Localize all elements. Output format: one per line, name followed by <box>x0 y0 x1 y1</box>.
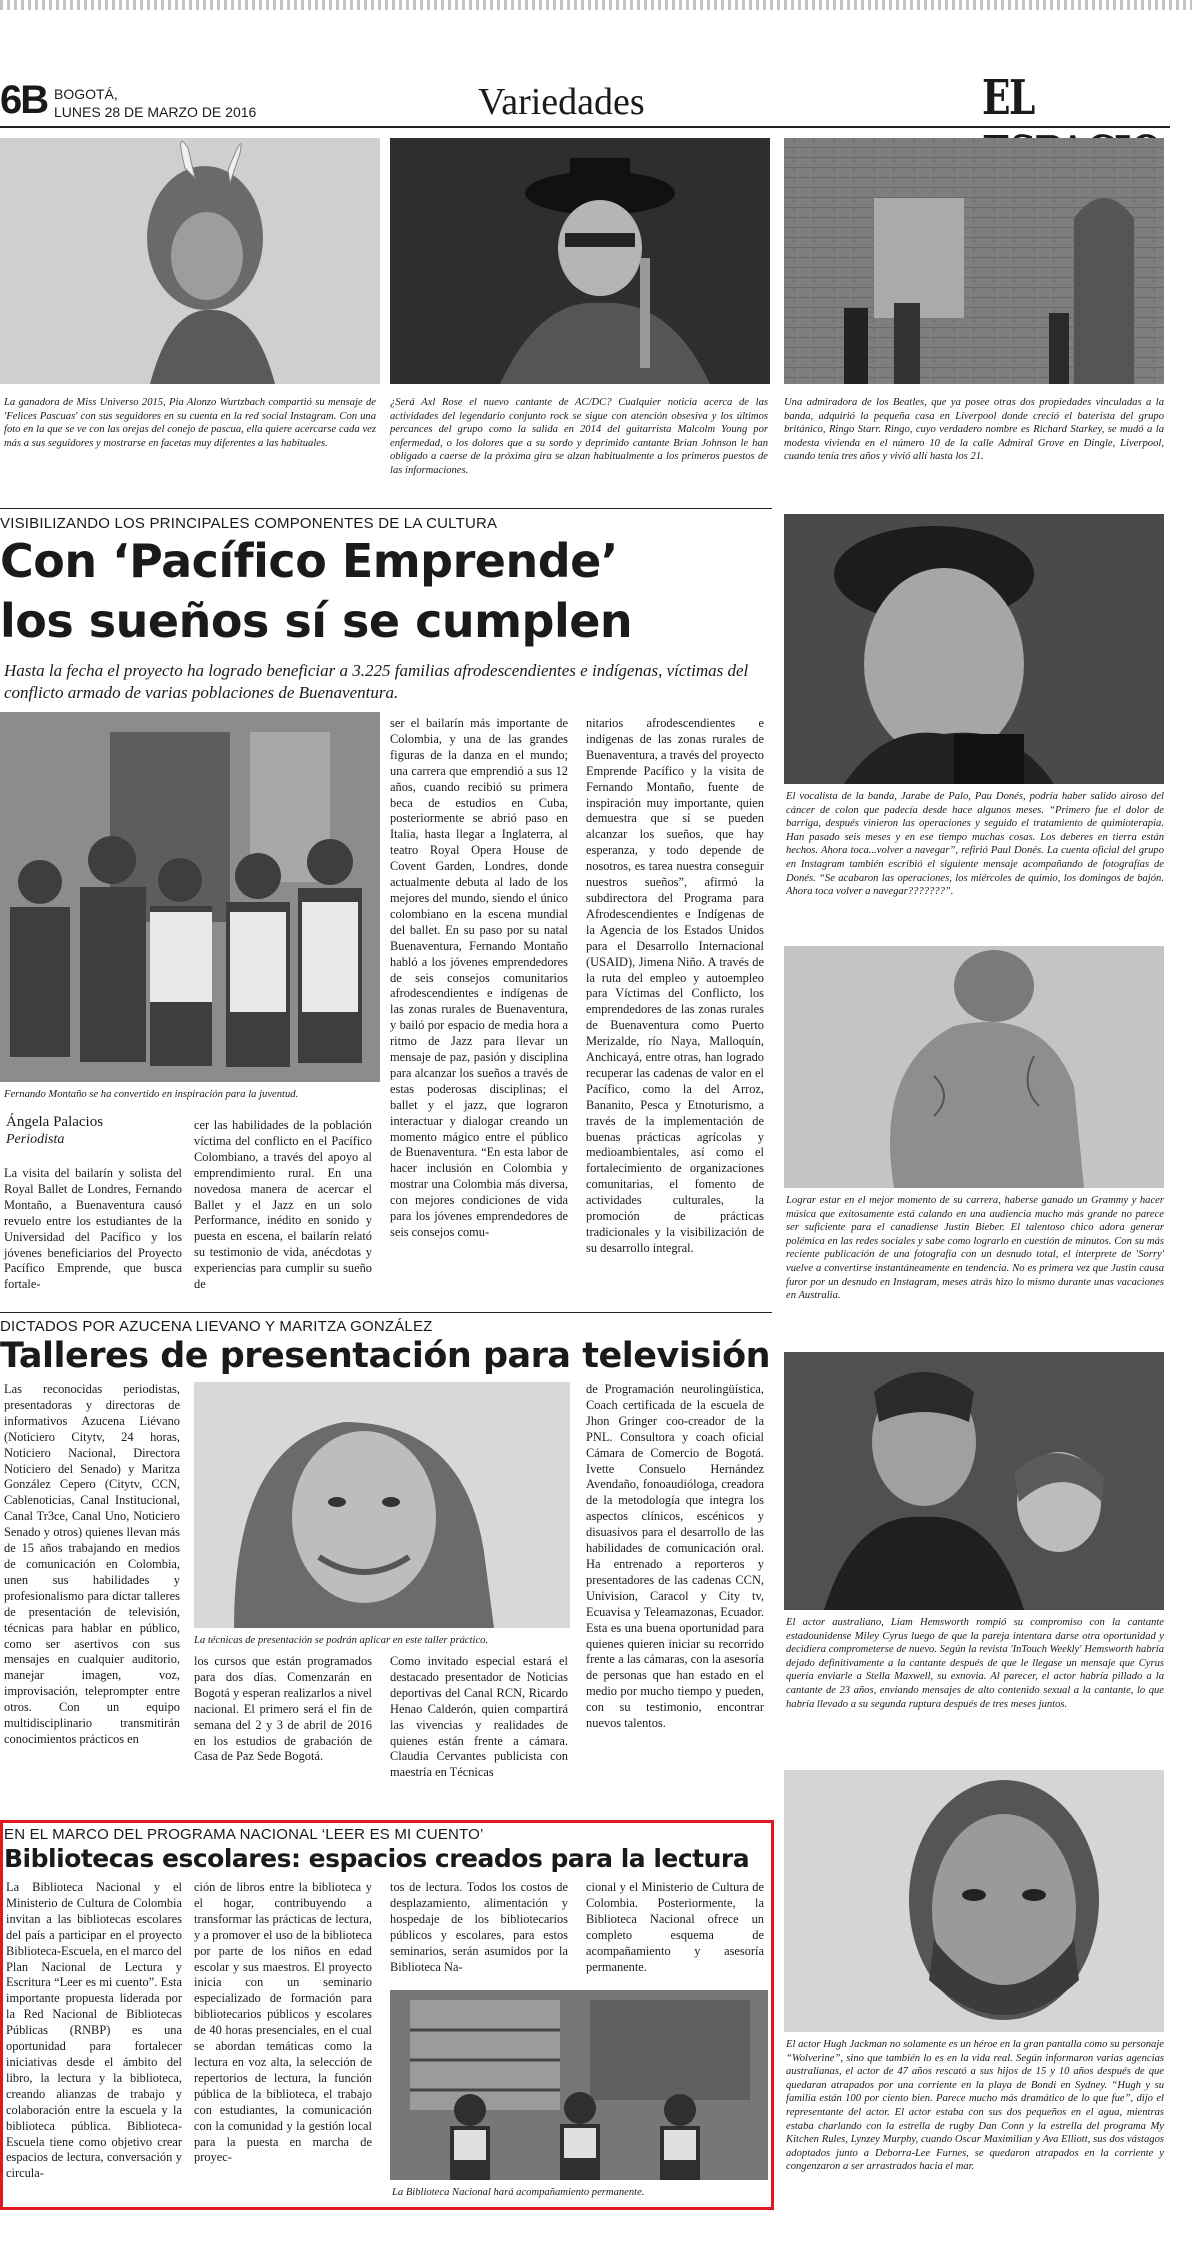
story3-col2: ción de libros entre la biblioteca y el hogar, contribuyendo a transformar las prácticas de lectura, y a promover el uso de la biblioteca por parte de los niños en edad escolar y sus maestros. El proyecto inicia con un seminario especializado de formación para bibliotecarios públicos y escolares de 40 horas presenciales, en el cual se abordan temáticas como la lectura en voz alta, la selección de repertorios de lectura, la función pública de la biblioteca, el trabajo con estudiantes, la comunicación con la comunidad y la gestión local para la puesta en marcha de proyec- <box>194 1880 372 2165</box>
justin-bieber-photo <box>784 946 1164 1188</box>
page-number: 6B <box>0 78 48 122</box>
story3-photo-caption: La Biblioteca Nacional hará acompañamiento permanente. <box>392 2187 645 2198</box>
library-photo <box>390 1990 768 2180</box>
story2-col1: Las reconocidas periodistas, presentadoras y directoras de informativos Azucena Liévano (Noticiero Citytv, 24 horas, Noticiero Nacional, Directora Noticiero del Senado) y Maritza González Cepero (Citytv, CCN, Cablenoticias, Canal Institucional, Canal Tr3ce, Canal Uno, Noticiero Senado y otros) quienes llevan más de 15 años trabajando en medios de comunicación en Colombia, unen sus habilidades y profesionalismo para dictar talleres de presentación de televisión, técnicas para hablar en público, como ser asertivos con sus mensajes en cualquier auditorio, manejar imagen, voz, improvisación, teleprompter entre otros. Con un equipo multidisciplinario transmitirán conocimientos prácticos en <box>4 1382 180 1746</box>
story2-headline: Talleres de presentación para televisión <box>0 1336 771 1376</box>
newspaper-logo: EL <box>982 70 1034 126</box>
pau-dones-photo <box>784 514 1164 784</box>
story1-byline-name: Ángela Palacios <box>6 1114 104 1130</box>
story2-col3: Como invitado especial estará el destacado presentador de Noticias deportivas del Canal RCN, Ricardo Henao Calderón, quien compartirá las vivencias y realidades de quienes están frente a cámara. Claudia Cervantes publicista con maestría en Técnicas <box>390 1654 568 1780</box>
miss-universe-caption: La ganadora de Miss Universo 2015, Pia Alonzo Wurtzbach compartió su mensaje de 'Felices Pascuas' con sus seguidores en su cuenta en la red social Instagram. Con una foto en la que se ve con las orejas del conejo de pascua, ella quiere acercarse cada vez más a sus seguidores y mostrarse en facetas muy diferentes a las habituales. <box>4 397 376 449</box>
story3-col4: cional y el Ministerio de Cultura de Colombia. Posteriormente, la Biblioteca Nacional ofrece un completo esquema de acompañamiento y asesoría permanente. <box>586 1880 764 1974</box>
masthead-city: BOGOTÁ, <box>54 86 118 102</box>
section-title: Variedades <box>478 81 645 123</box>
ringo-house-caption: Una admiradora de los Beatles, que ya posee otras dos propiedades vinculadas a la banda, adquirió la pequeña casa en Liverpool donde creció el baterista del grupo británico, Ringo Starr. Ringo, cuyo verdadero nombre es Richard Starkey, se mudó a la modesta vivienda en el número 10 de la calle Admiral Grove en Dingle, Liverpool, cuando tenía tres años y vivió allí hasta los 21. <box>784 397 1164 463</box>
axl-rose-caption: ¿Será Axl Rose el nuevo cantante de AC/DC? Cualquier noticia acerca de las actividades del legendario conjunto rock se sigue con atención obsesiva y los últimos percances del grupo como la salida en 2014 del guitarrista Malcolm Young por enfermedad, o los dolores que a su sordo y deprimido cantante Brian Johnson le han obligado a caerse de la próxima gira se alzan habitualmente a los primeros puestos de las informaciones. <box>390 397 768 476</box>
story3-col1: La Biblioteca Nacional y el Ministerio de Cultura de Colombia invitan a las bibliotecas escolares del país a participar en el proyecto Biblioteca-Escuela, en el marco del Plan Nacional de Lectura y Escritura “Leer es mi cuento”. Esta importante propuesta liderada por la Red Nacional de Bibliotecas Públicas (RNBP) es una oportunidad para fortalecer iniciativas desde el ámbito del libro, la lectura y la biblioteca, creando alianzas de trabajo y colaboración entre la escuela y la biblioteca pública. Biblioteca-Escuela tiene como objetivo crear espacios de lectura, conversación y circula- <box>6 1880 182 2181</box>
hemsworth-cyrus-caption: El actor australiano, Liam Hemsworth rompió su compromiso con la cantante estadounidense Miley Cyrus luego de que la pareja intentara darse otra oportunidad y decidiera comprometerse de nuevo. Según la revista 'InTouch Weekly' Hemsworth habría dejado definitivamente a la cantante después de que le llegase un mensaje que Cyrus quería enviarle a Stella Maxwell, su exnovia. Al parecer, el actor habría pillado a la cantante de 23 años, enviando mensajes de alto contenido sexual a la cantante, lo que habría llevado a su segunda ruptura después de tres meses juntos. <box>786 1617 1164 1710</box>
story2-kicker: DICTADOS POR AZUCENA LIEVANO Y MARITZA GONZÁLEZ <box>0 1318 433 1335</box>
story3-col3: tos de lectura. Todos los costos de desplazamiento, alimentación y hospedaje de los bibliotecarios públicos y escolares, para estos seminarios, serán asumidos por la Biblioteca Na- <box>390 1880 568 1974</box>
story2-photo-caption: La técnicas de presentación se podrán aplicar en este taller práctico. <box>194 1635 489 1646</box>
story1-col1: La visita del bailarín y solista del Royal Ballet de Londres, Fernando Montaño, a Buenaventura causó revuelo entre los estudiantes de la Universidad del Pacífico y los jóvenes beneficiarios del Proyecto Pacífico Emprende, que busca fortale- <box>4 1166 182 1292</box>
hugh-jackman-photo <box>784 1770 1164 2032</box>
masthead-date: LUNES 28 DE MARZO DE 2016 <box>54 104 257 120</box>
story1-col3: ser el bailarín más importante de Colombia, y una de las grandes figuras de la danza en el mundo; una carrera que emprendió a sus 12 años, cuando recibió su primera beca de estudios en Cuba, posteriormente se abrió paso en Italia, hasta llegar a Inglaterra, al teatro Royal Opera House de Covent Garden, Londres, donde actualmente debuta al lado de los mejores del mundo, siendo el único colombiano en la escena mundial del ballet. En su paso por su natal Buenaventura, Fernando Montaño habló a los jóvenes emprendedores de seis consejos comunitarios afrodescendientes e indígenas de las zonas rurales de Buenaventura, y bailó por espacio de media hora a ritmo de Jazz para llevar un mensaje de paz, pasión y disciplina para alcanzar los sueños a través de estas poderosas disciplinas; el ballet y el jazz, que lograron interactuar y dialogar creando un momento mágico entre el público de Buenaventura. “En esta labor de hacer inclusión en Colombia y mostrar una Colombia más diversa, con mejores condiciones de vida para los jóvenes emprendedores de seis consejos comu- <box>390 716 568 1239</box>
presenter-photo <box>194 1382 570 1628</box>
story1-headline-line1: Con ‘Pacífico Emprende’ <box>0 534 618 588</box>
story1-photo-caption: Fernando Montaño se ha convertido en inspiración para la juventud. <box>4 1089 299 1100</box>
justin-bieber-caption: Lograr estar en el mejor momento de su carrera, haberse ganado un Grammy y hacer música que exitosamente está calando en una audiencia mucho más grande no parece ser suficiente para el canadiense Justin Bieber. El talentoso chico adora generar polémica en las redes sociales y sabe como lograrlo en cuestión de minutos. Con su más reciente publicación de una fotografía con un desnudo total, el interprete de 'Sorry' vuelve a convertirse instantáneamente en tendencia. No es primera vez que Justin causa furor por un desnudo en Instagram, meses atrás hizo lo mismo durante unas vacaciones en Australia. <box>786 1195 1164 1302</box>
pau-dones-caption: El vocalista de la banda, Jarabe de Palo, Pau Donés, podría haber salido airoso del cáncer de colon que padecía desde hace algunos meses. “Primero fue el dolor de barriga, después vinieron las operaciones y seguido el tratamiento de quimioterapia. Han pasado seis meses y en ese tiempo muchas cosas. Los deberes en tierra están hechos. Ahora toca...volver a navegar”, refirió Paul Donés. La cuenta oficial del grupo en Instagram también escribió el siguiente mensaje acompañando de fotografías de Donés. “Se acabaron las operaciones, los miércoles de quimio, los domingos de bajón. Ahora toca volver a navegar???????”. <box>786 791 1164 898</box>
story2-col4: de Programación neurolingüística, Coach certificada de la escuela de Jhon Gringer coo-creador de la PNL. Consultora y coach oficial Cámara de Comercio de Bogotá. Ivette Consuelo Hernández Avendaño, fonoaudióloga, creadora de la metodología que integra los aspectos clínicos, escénicos y disuasivos para el desarrollo de las habilidades de comunicación oral. Ha entrenado a reporteros y presentadores de las cadenas CCN, Univision, Caracol y City tv, Ecuavisa y Teleamazonas, Ecuador. Esta es una buena oportunidad para quienes quieren iniciar su recorrido frente a las cámaras, con la asesoría de personas que han estado en el medio por mucho tiempo y pueden, con su testimonio, encontrar nuevos talentos. <box>586 1382 764 1731</box>
masthead-rule <box>0 126 1170 128</box>
story1-byline-role: Periodista <box>6 1132 65 1147</box>
ringo-house-photo <box>784 138 1164 384</box>
story1-headline-line2: los sueños sí se cumplen <box>0 594 633 648</box>
story1-col4: nitarios afrodescendientes e indígenas de las zonas rurales de Buenaventura, a través del proyecto Emprende Pacífico y la visita de Fernando Montaño, fuente de inspiración muy importante, quien demuestra que sí se pueden alcanzar los sueños, que hay esperanza, y todo depende de nosotros, es tarea nuestra conseguir nuestros sueños”, afirmó la subdirectora del Programa para Afrodescendientes e Indígenas de la Agencia de los Estados Unidos para el Desarrollo Internacional (USAID), Jimena Niño. A través de la ruta del empleo y autoempleo para Víctimas del Conflicto, los emprendedores de las zonas rurales de Buenaventura como Puerto Merizalde, río Naya, Malloquín, Anchicayá, entre otras, han logrado recuperar las cadenas de valor en el Pacífico, como la del Arroz, Bananito, Pesca y Etnoturismo, a través de la implementación de buenas prácticas agrícolas y medioambientales, así como el fortalecimiento de organizaciones comunitarias, el fomento de actividades culturales, la promoción de prácticas tradicionales y la visibilización de su desarrollo integral. <box>586 716 764 1255</box>
story3-kicker: EN EL MARCO DEL PROGRAMA NACIONAL ‘LEER ES MI CUENTO’ <box>4 1826 484 1843</box>
top-row-rule <box>0 508 772 509</box>
story1-bottom-rule <box>0 1312 772 1313</box>
axl-rose-photo <box>390 138 770 384</box>
scan-edge <box>0 0 1192 10</box>
miss-universe-photo <box>0 138 380 384</box>
montano-group-photo <box>0 712 380 1082</box>
hemsworth-cyrus-photo <box>784 1352 1164 1610</box>
hugh-jackman-caption: El actor Hugh Jackman no solamente es un héroe en la gran pantalla como su personaje “Wolverine”, sino que también lo es en la vida real. Según informaron varias agencias australianas, el actor de 47 años rescató a sus hijos de 15 y 10 años después de que quedaran atrapados por una corriente en la playa de Bondi en Sydney. “Hugh y su familia están 100 por ciento bien. Parece mucho más dramático de lo que fue”, dijo el representante del actor. El actor estaba con sus dos pequeños en el agua, mientras estaba charlando con la estrella de rugby Dan Conn y la estrella del programa My Kitchen Rules, Lynzey Murphy, cuando Oscar Maximilian y Ava Elliott, sus dos vástagos adoptados junto a Deborra-Lee Furnes, se quedaron atrapados en la corriente y congenzaron a ser arrastrados hacia el mar. <box>786 2039 1164 2173</box>
story1-col2: cer las habilidades de la población víctima del conflicto en el Pacífico Colombiano, a través del apoyo al emprendimiento rural. En una novedosa manera de acercar el Ballet y el Jazz en un solo Performance, inédito en sonido y puesta en escena, el bailarín relató su testimonio de vida, anécdotas y experiencias para cumplir su sueño de <box>194 1118 372 1292</box>
story1-deck: Hasta la fecha el proyecto ha logrado beneficiar a 3.225 familias afrodescendientes e indígenas, víctimas del conflicto armado de varias poblaciones de Buenaventura. <box>4 661 749 702</box>
story3-headline: Bibliotecas escolares: espacios creados para la lectura <box>4 1844 750 1873</box>
story1-kicker: VISIBILIZANDO LOS PRINCIPALES COMPONENTES DE LA CULTURA <box>0 515 498 532</box>
story2-col2: los cursos que están programados para dos días. Comenzarán en Bogotá y esperan realizarlos a nivel nacional. El primero será el fin de semana del 2 y 3 de abril de 2016 en los estudios de grabación de Casa de Paz Sede Bogotá. <box>194 1654 372 1764</box>
